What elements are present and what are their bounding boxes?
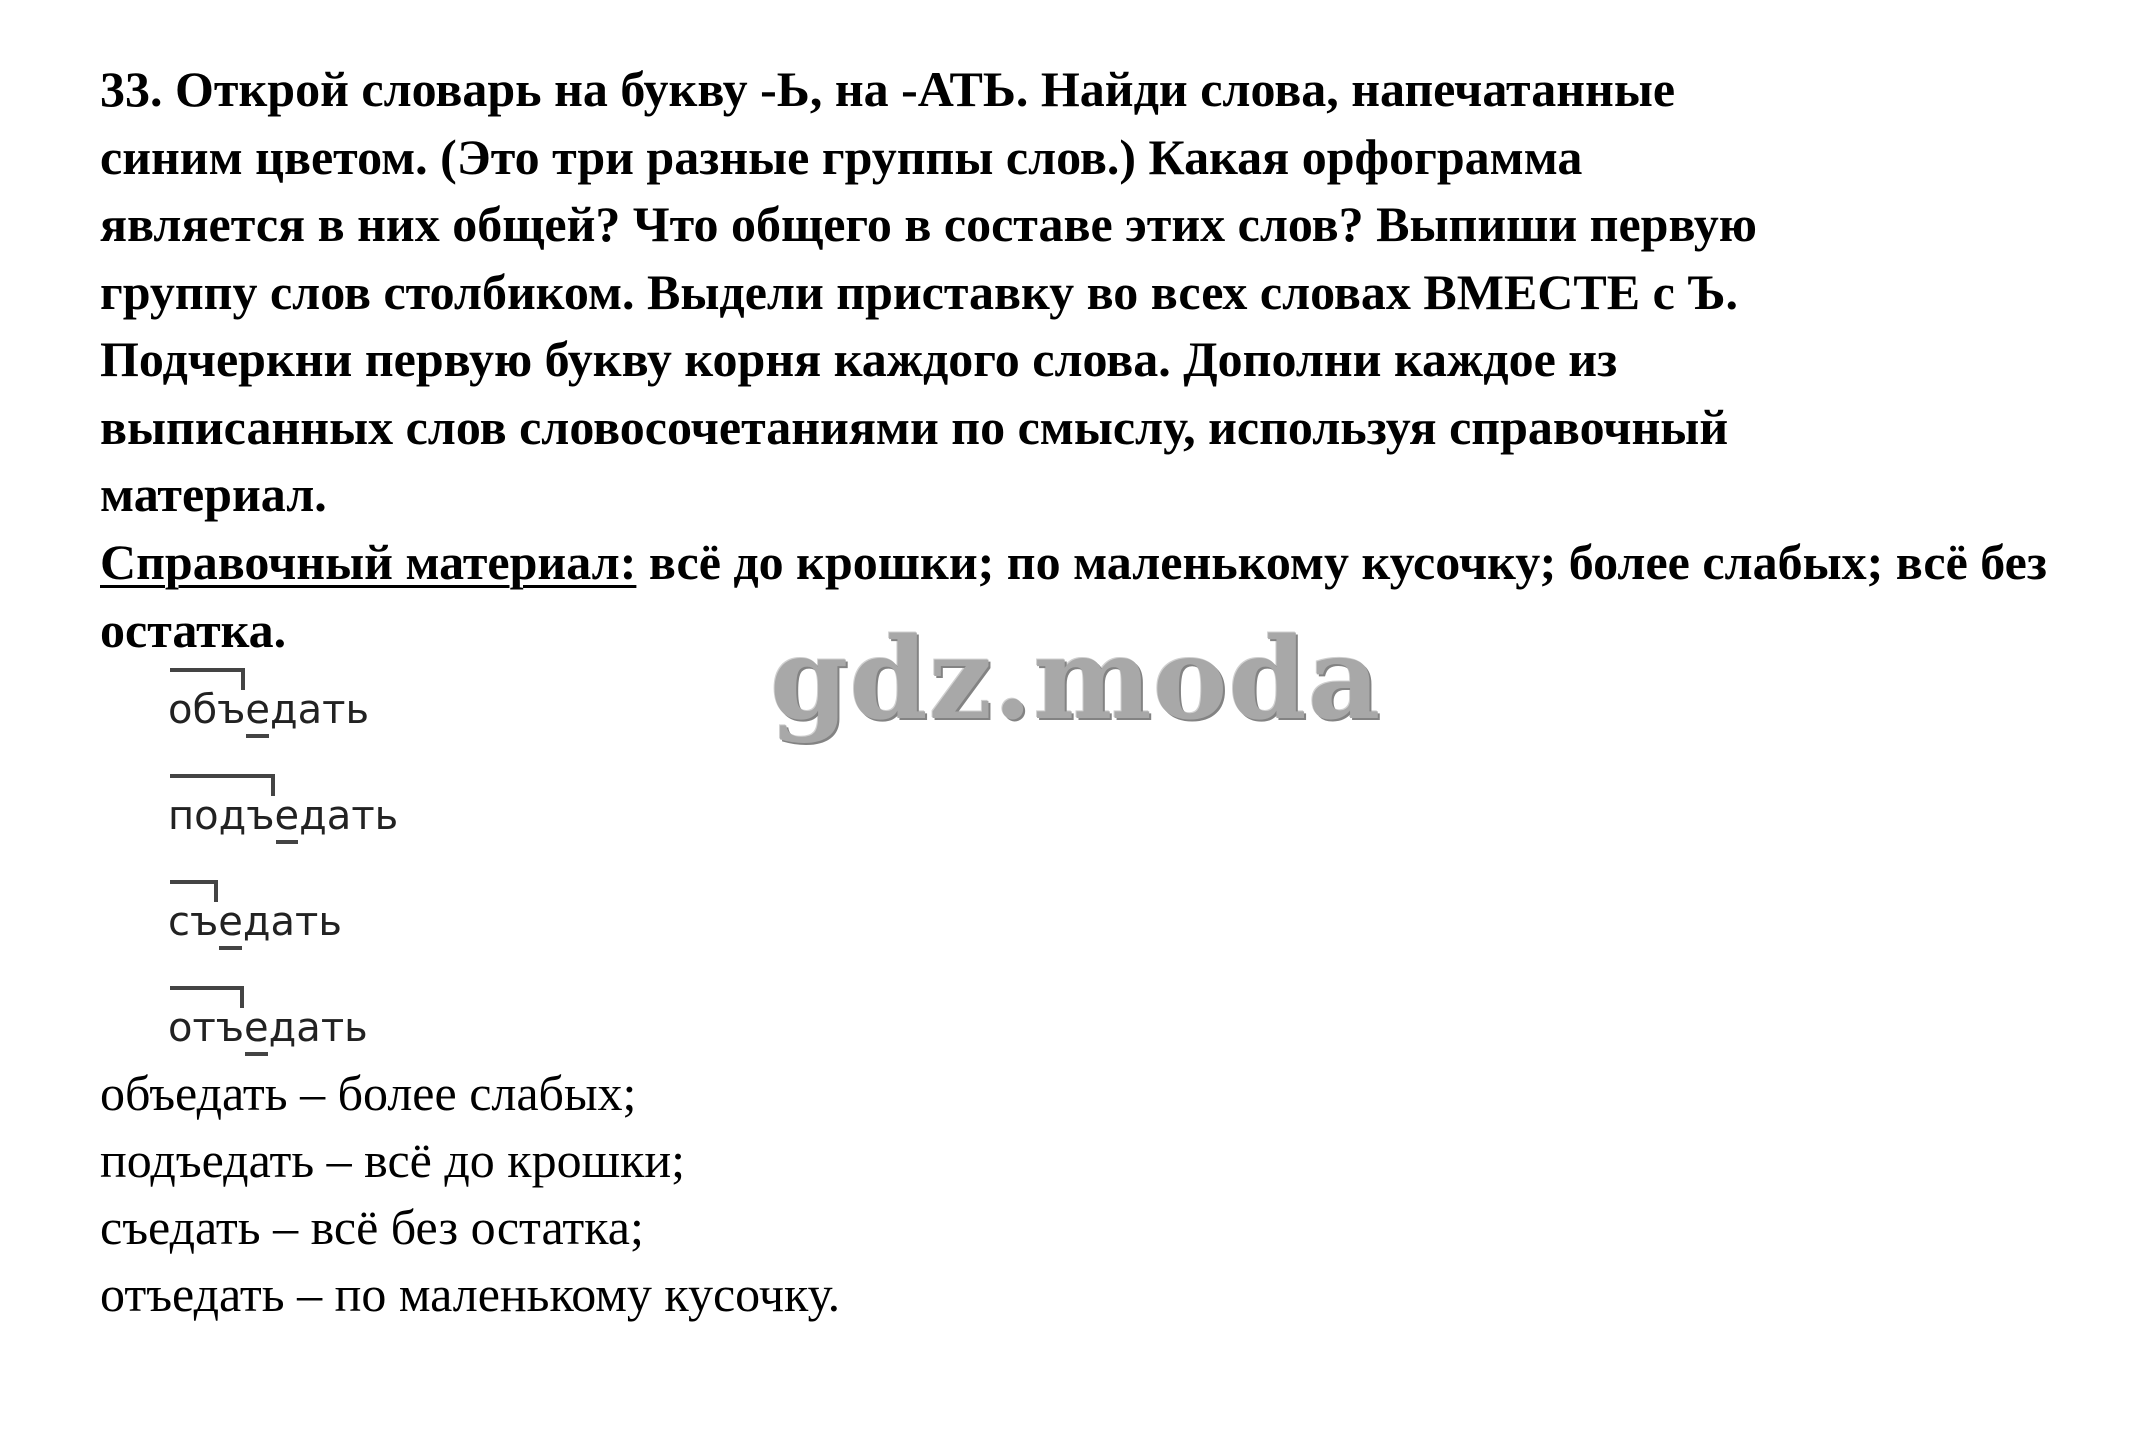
- reference-text: всё до крошки; по маленькому кусочку; более слабых; всё без остатка.: [100, 534, 2047, 658]
- answer-line: съедать – всё без остатка;: [100, 1199, 644, 1255]
- root-underline: [246, 734, 269, 738]
- word-text: съедать: [168, 899, 342, 945]
- root-underline: [276, 840, 299, 844]
- root-underline: [245, 1052, 268, 1056]
- answer-line: подъедать – всё до крошки;: [100, 1132, 686, 1188]
- answer-list: [100, 1060, 840, 1328]
- word-text: отъедать: [168, 1005, 368, 1051]
- answer-line: отъедать – по маленькому кусочку.: [100, 1266, 841, 1322]
- watermark-logo: gdz.moda: [770, 614, 1382, 745]
- word-text: подъедать: [168, 793, 399, 839]
- reference-label: Справочный материал:: [100, 534, 637, 590]
- answer-line: объедать – более слабых;: [100, 1065, 637, 1121]
- task-text: 33. Открой словарь на букву -Ь, на -АТЬ. Найди слова, напечатанные синим цветом. (Это три разные группы слов.) Какая орфограмма является в них общей? Что общего в составе этих слов? Выпиши первую группу слов столбиком. Выдели приставку во всех словах ВМЕСТЕ с Ъ. Подчеркни первую букву корня каждого слова. Дополни каждое из выписанных слов словосочетаниями по смыслу, используя справочный материал.: [100, 61, 1757, 522]
- root-underline: [219, 946, 242, 950]
- word-text: объедать: [168, 687, 370, 733]
